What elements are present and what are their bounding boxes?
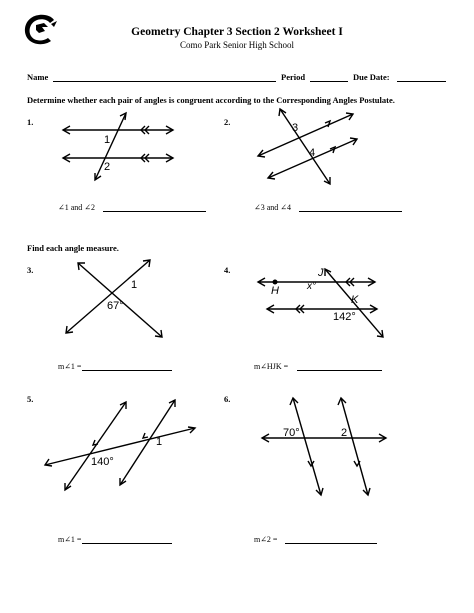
name-label: Name <box>27 72 49 82</box>
problem-6-number: 6. <box>224 394 231 404</box>
problem-5-angle-label: 1 <box>156 436 163 448</box>
problem-2-answer-field[interactable] <box>299 211 402 212</box>
problem-4-answer-field[interactable] <box>297 370 382 371</box>
problem-4-number: 4. <box>224 265 231 275</box>
problem-1-answer-field[interactable] <box>103 211 206 212</box>
problem-5-angle-label: 140° <box>91 456 114 468</box>
problem-6-angle-label: 70° <box>283 427 300 439</box>
problem-4-prompt: m∠HJK = <box>254 362 289 371</box>
problem-6-figure <box>258 395 393 500</box>
school-name: Como Park Senior High School <box>180 40 294 50</box>
problem-5-prompt: m∠1 = <box>58 535 82 544</box>
problem-2-angle-label: 4 <box>309 147 316 159</box>
problem-3-angle-label: 67° <box>107 300 124 312</box>
problem-6-answer-field[interactable] <box>285 543 377 544</box>
part2-instructions: Find each angle measure. <box>27 243 119 253</box>
problem-1-angle-label: 2 <box>104 161 111 173</box>
problem-5-answer-field[interactable] <box>82 543 172 544</box>
period-field[interactable] <box>310 81 348 82</box>
problem-6-prompt: m∠2 = <box>254 535 278 544</box>
problem-4-angle-label: x° <box>307 281 316 292</box>
part1-instructions: Determine whether each pair of angles is congruent according to the Corresponding Angles Postulate. <box>27 95 395 105</box>
problem-4-point-label: J <box>318 267 324 279</box>
problem-5-figure <box>40 395 205 495</box>
problem-1-angle-label: 1 <box>104 134 111 146</box>
problem-4-point-label: K <box>351 294 359 306</box>
period-label: Period <box>281 72 306 82</box>
problem-1-figure <box>55 110 180 185</box>
problem-3-prompt: m∠1 = <box>58 362 82 371</box>
problem-5-number: 5. <box>27 394 34 404</box>
problem-3-figure <box>60 255 170 340</box>
problem-2-figure <box>250 106 360 191</box>
worksheet-title: Geometry Chapter 3 Section 2 Worksheet I <box>131 26 343 38</box>
name-field[interactable] <box>53 81 276 82</box>
problem-6-angle-label: 2 <box>341 427 348 439</box>
problem-3-answer-field[interactable] <box>82 370 172 371</box>
problem-4-angle-label: 142° <box>333 311 356 323</box>
problem-4-point-label: H <box>271 285 279 297</box>
problem-1-number: 1. <box>27 117 34 127</box>
problem-1-prompt: ∠1 and ∠2 <box>58 203 95 212</box>
problem-3-angle-label: 1 <box>131 279 138 291</box>
problem-2-angle-label: 3 <box>292 122 299 134</box>
problem-2-number: 2. <box>224 117 231 127</box>
due-date-label: Due Date: <box>353 72 390 82</box>
problem-2-prompt: ∠3 and ∠4 <box>254 203 291 212</box>
problem-3-number: 3. <box>27 265 34 275</box>
due-date-field[interactable] <box>397 81 446 82</box>
